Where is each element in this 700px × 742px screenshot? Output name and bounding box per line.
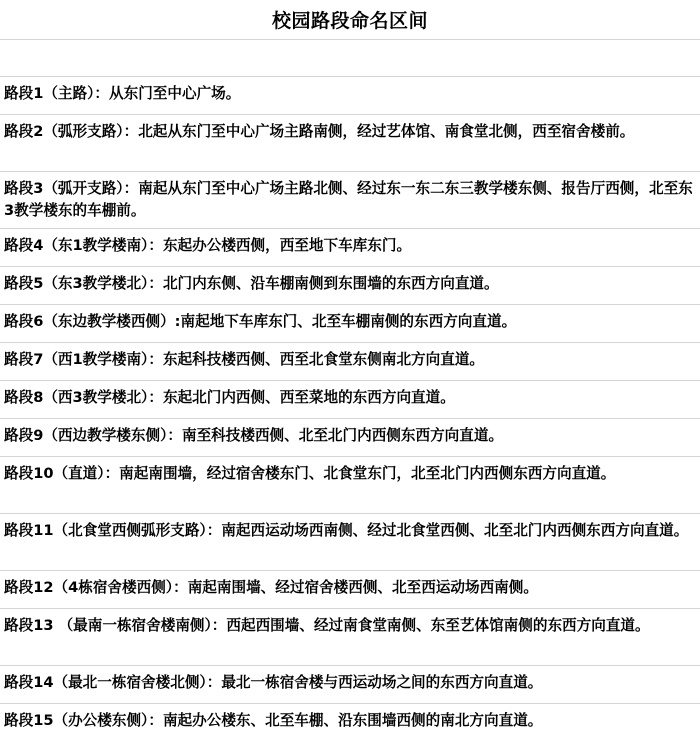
road-segment-row[interactable]: 路段3（弧开支路）：南起从东门至中心广场主路北侧、经过东一东二东三教学楼东侧、报告厅西侧，北至东3教学楼东的车棚前。 bbox=[0, 172, 700, 229]
road-segment-row[interactable]: 路段10（直道）：南起南围墙，经过宿舍楼东门、北食堂东门，北至北门内西侧东西方向直道。 bbox=[0, 457, 700, 514]
road-segment-row[interactable]: 路段13 （最南一栋宿舍楼南侧）：西起西围墙、经过南食堂南侧、东至艺体馆南侧的东西方向直道。 bbox=[0, 609, 700, 666]
road-segment-row[interactable]: 路段9（西边教学楼东侧）：南至科技楼西侧、北至北门内西侧东西方向直道。 bbox=[0, 419, 700, 457]
road-segment-row[interactable]: 路段4（东1教学楼南）：东起办公楼西侧，西至地下车库东门。 bbox=[0, 229, 700, 267]
road-segment-row[interactable]: 路段5（东3教学楼北）：北门内东侧、沿车棚南侧到东围墙的东西方向直道。 bbox=[0, 267, 700, 305]
road-segment-row[interactable]: 路段2（弧形支路）：北起从东门至中心广场主路南侧，经过艺体馆、南食堂北侧，西至宿舍楼前。 bbox=[0, 115, 700, 172]
title-row[interactable] bbox=[0, 0, 700, 40]
road-segment-row[interactable]: 路段14（最北一栋宿舍楼北侧）：最北一栋宿舍楼与西运动场之间的东西方向直道。 bbox=[0, 666, 700, 704]
road-segment-row[interactable]: 路段15（办公楼东侧）：南起办公楼东、北至车棚、沿东围墙西侧的南北方向直道。 bbox=[4, 712, 543, 729]
road-segment-row[interactable]: 路段12（4栋宿舍楼西侧）：南起南围墙、经过宿舍楼西侧、北至西运动场西南侧。 bbox=[0, 571, 700, 609]
road-segment-row[interactable]: 路段11（北食堂西侧弧形支路）：南起西运动场西南侧、经过北食堂西侧、北至北门内西侧东西方向直道。 bbox=[0, 514, 700, 571]
road-segment-row[interactable]: 路段6（东边教学楼西侧）:南起地下车库东门、北至车棚南侧的东西方向直道。 bbox=[0, 305, 700, 343]
blank-row[interactable] bbox=[0, 40, 700, 77]
road-segment-row[interactable]: 路段8（西3教学楼北）：东起北门内西侧、西至菜地的东西方向直道。 bbox=[0, 381, 700, 419]
road-segment-row[interactable]: 路段1（主路）：从东门至中心广场。 bbox=[0, 77, 700, 115]
sheet-title: 校园路段命名区间 bbox=[271, 10, 428, 32]
road-segment-row[interactable]: 路段7（西1教学楼南）：东起科技楼西侧、西至北食堂东侧南北方向直道。 bbox=[0, 343, 700, 381]
